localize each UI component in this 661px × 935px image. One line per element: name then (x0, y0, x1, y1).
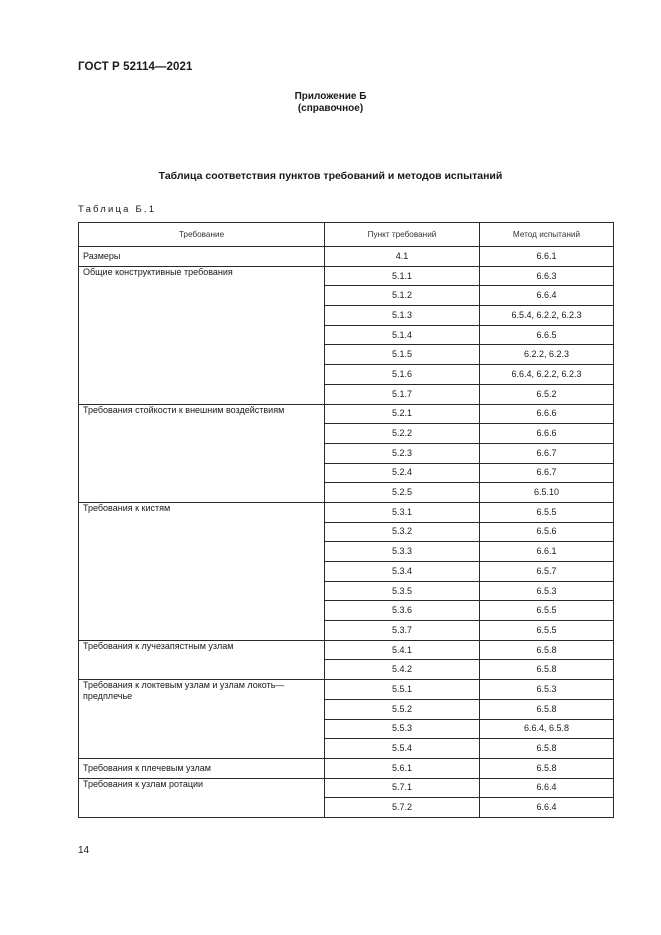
test-method-cell: 6.6.6 (480, 404, 614, 424)
test-method-cell: 6.5.5 (480, 601, 614, 621)
clause-cell: 5.1.4 (325, 325, 480, 345)
clause-cell: 5.3.2 (325, 522, 480, 542)
clause-cell: 5.4.1 (325, 640, 480, 660)
page-number: 14 (78, 845, 90, 856)
test-method-cell: 6.5.2 (480, 384, 614, 404)
appendix-subtitle: (справочное) (297, 103, 364, 114)
test-method-cell: 6.6.4, 6.2.2, 6.2.3 (480, 365, 614, 385)
conformity-table (78, 222, 614, 818)
clause-cell: 5.1.2 (325, 286, 480, 306)
clause-cell: 5.3.1 (325, 502, 480, 522)
table-row (79, 758, 614, 778)
clause-cell: 5.3.5 (325, 581, 480, 601)
test-method-cell: 6.6.4 (480, 798, 614, 818)
test-method-cell: 6.6.5 (480, 325, 614, 345)
document-code: ГОСТ Р 52114—2021 (78, 61, 193, 73)
table-number: Таблица Б.1 (78, 204, 157, 215)
test-method-cell: 6.5.4, 6.2.2, 6.2.3 (480, 306, 614, 326)
test-method-cell: 6.5.8 (480, 758, 614, 778)
test-method-cell: 6.6.1 (480, 542, 614, 562)
test-method-cell: 6.5.10 (480, 483, 614, 503)
test-method-cell: 6.5.7 (480, 562, 614, 582)
clause-cell: 5.1.3 (325, 306, 480, 326)
clause-cell: 5.6.1 (325, 758, 480, 778)
table-heading: Таблица соответствия пунктов требований и методов испытаний (158, 170, 503, 182)
clause-cell: 5.2.1 (325, 404, 480, 424)
column-header-test-method: Метод испытаний (480, 223, 614, 247)
clause-cell: 5.1.6 (325, 365, 480, 385)
table-row (79, 404, 614, 424)
clause-cell: 5.3.6 (325, 601, 480, 621)
clause-cell: 5.7.2 (325, 798, 480, 818)
test-method-cell: 6.6.4 (480, 778, 614, 798)
test-method-cell: 6.6.7 (480, 443, 614, 463)
clause-cell: 5.5.4 (325, 739, 480, 759)
test-method-cell: 6.5.8 (480, 660, 614, 680)
clause-cell: 5.5.3 (325, 719, 480, 739)
clause-cell: 5.1.1 (325, 266, 480, 286)
table-row (79, 640, 614, 660)
requirement-cell: Требования к лучезапястным узлам (79, 640, 325, 679)
table-row (79, 502, 614, 522)
clause-cell: 5.3.7 (325, 621, 480, 641)
test-method-cell: 6.5.8 (480, 739, 614, 759)
test-method-cell: 6.6.3 (480, 266, 614, 286)
clause-cell: 5.5.1 (325, 680, 480, 700)
clause-cell: 5.2.2 (325, 424, 480, 444)
table-header-row (79, 223, 614, 247)
table-body (79, 247, 614, 818)
table-row (79, 680, 614, 700)
clause-cell: 5.3.3 (325, 542, 480, 562)
clause-cell: 5.1.5 (325, 345, 480, 365)
clause-cell: 5.1.7 (325, 384, 480, 404)
table-row (79, 247, 614, 267)
test-method-cell: 6.5.8 (480, 699, 614, 719)
test-method-cell: 6.5.8 (480, 640, 614, 660)
test-method-cell: 6.5.5 (480, 502, 614, 522)
test-method-cell: 6.2.2, 6.2.3 (480, 345, 614, 365)
appendix-title: Приложение Б (294, 91, 367, 102)
requirement-cell: Общие конструктивные требования (79, 266, 325, 404)
test-method-cell: 6.6.1 (480, 247, 614, 267)
clause-cell: 5.2.4 (325, 463, 480, 483)
requirement-cell: Требования к плечевым узлам (79, 758, 325, 778)
requirement-cell: Требования стойкости к внешним воздействиям (79, 404, 325, 502)
test-method-cell: 6.6.6 (480, 424, 614, 444)
test-method-cell: 6.6.4, 6.5.8 (480, 719, 614, 739)
test-method-cell: 6.5.3 (480, 581, 614, 601)
column-header-requirement: Требование (79, 223, 325, 247)
clause-cell: 5.2.5 (325, 483, 480, 503)
test-method-cell: 6.6.4 (480, 286, 614, 306)
clause-cell: 5.2.3 (325, 443, 480, 463)
table-row (79, 266, 614, 286)
requirement-cell: Требования к локтевым узлам и узлам локоть—предплечье (79, 680, 325, 759)
table-row (79, 778, 614, 798)
test-method-cell: 6.6.7 (480, 463, 614, 483)
clause-cell: 5.7.1 (325, 778, 480, 798)
test-method-cell: 6.5.5 (480, 621, 614, 641)
requirement-cell: Требования к кистям (79, 502, 325, 640)
clause-cell: 5.3.4 (325, 562, 480, 582)
appendix-heading (0, 91, 661, 115)
clause-cell: 4.1 (325, 247, 480, 267)
column-header-clause: Пункт требований (325, 223, 480, 247)
clause-cell: 5.5.2 (325, 699, 480, 719)
test-method-cell: 6.5.6 (480, 522, 614, 542)
clause-cell: 5.4.2 (325, 660, 480, 680)
requirement-cell: Размеры (79, 247, 325, 267)
test-method-cell: 6.5.3 (480, 680, 614, 700)
requirement-cell: Требования к узлам ротации (79, 778, 325, 817)
